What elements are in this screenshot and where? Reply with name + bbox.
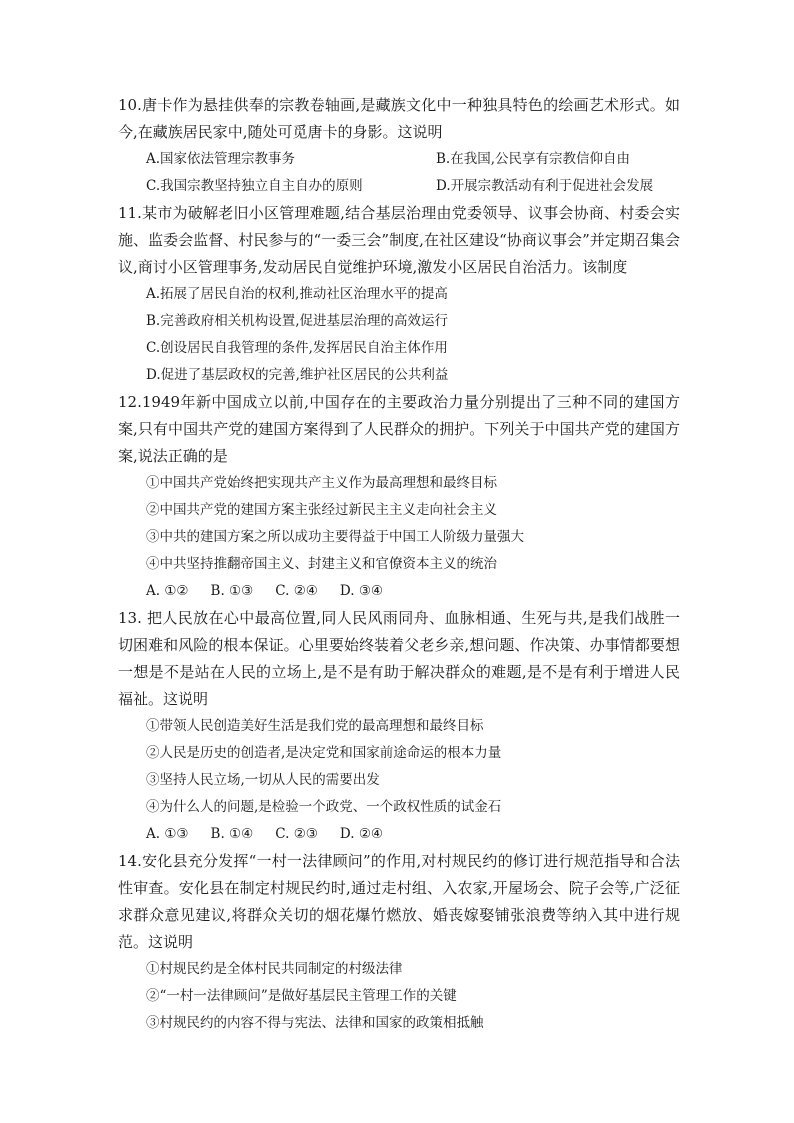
question-12 xyxy=(118,389,680,605)
statement-3: ③村规民约的内容不得与宪法、法律和国家的政策相抵触 xyxy=(146,1015,484,1031)
statement-2: ②“一村一法律顾问”是做好基层民主管理工作的关键 xyxy=(146,988,457,1004)
statement-1: ①中国共产党始终把实现共产主义作为最高理想和最终目标 xyxy=(146,475,497,491)
statement-1: ①带领人民创造美好生活是我们党的最高理想和最终目标 xyxy=(146,718,484,734)
option-b: B.在我国,公民享有宗教信仰自由 xyxy=(436,151,631,167)
question-stem: 10.唐卡作为悬挂供奉的宗教卷轴画,是藏族文化中一种独具特色的绘画艺术形式。如今,在藏族居民家中,随处可觅唐卡的身影。这说明 xyxy=(118,96,680,141)
option-grid xyxy=(118,146,680,200)
document-page xyxy=(118,92,680,1037)
statement-3: ③坚持人民立场,一切从人民的需要出发 xyxy=(146,772,380,788)
option-d: D.开展宗教活动有利于促进社会发展 xyxy=(436,178,654,194)
choice-b: B. ①③ xyxy=(210,583,254,599)
question-11 xyxy=(118,200,680,389)
option-c: C.我国宗教坚持独立自主自办的原则 xyxy=(146,178,363,194)
choice-a: A. ①② xyxy=(146,583,189,599)
choice-b: B. ①④ xyxy=(210,826,254,842)
option-b: B.完善政府相关机构设置,促进基层治理的高效运行 xyxy=(146,313,449,329)
choice-a: A. ①③ xyxy=(146,826,189,842)
question-stem: 11.某市为破解老旧小区管理难题,结合基层治理由党委领导、议事会协商、村委会实施、监委会监督、村民参与的“一委三会”制度,在社区建设“协商议事会”并定期召集会议,商讨小区管理事务,发动居民自觉维护环境,激发小区居民自治活力。该制度 xyxy=(118,204,680,276)
option-a: A.拓展了居民自治的权利,推动社区治理水平的提高 xyxy=(146,286,448,302)
choice-c: C. ②③ xyxy=(275,826,318,842)
option-d: D.促进了基层政权的完善,维护社区居民的公共利益 xyxy=(146,367,449,383)
question-stem: 13. 把人民放在心中最高位置,同人民风雨同舟、血脉相通、生死与共,是我们战胜一切困难和风险的根本保证。心里要始终装着父老乡亲,想问题、作决策、办事情都要想一想是不是站在人民的立场上,是不是有助于解决群众的难题,是不是有利于增进人民福祉。这说明 xyxy=(118,609,680,708)
choice-d: D. ③④ xyxy=(339,583,384,599)
statement-1: ①村规民约是全体村民共同制定的村级法律 xyxy=(146,961,403,977)
statement-3: ③中共的建国方案之所以成功主要得益于中国工人阶级力量强大 xyxy=(146,529,524,545)
choice-c: C. ②④ xyxy=(275,583,318,599)
statement-2: ②人民是历史的创造者,是决定党和国家前途命运的根本力量 xyxy=(146,745,502,761)
option-c: C.创设居民自我管理的条件,发挥居民自治主体作用 xyxy=(146,340,448,356)
option-a: A.国家依法管理宗教事务 xyxy=(146,151,296,167)
question-stem: 12.1949年新中国成立以前,中国存在的主要政治力量分别提出了三种不同的建国方案,只有中国共产党的建国方案得到了人民群众的拥护。下列关于中国共产党的建国方案,说法正确的是 xyxy=(118,393,680,465)
statement-4: ④中共坚持推翻帝国主义、封建主义和官僚资本主义的统治 xyxy=(146,556,497,572)
answer-choices xyxy=(118,821,680,848)
question-14 xyxy=(118,848,680,1037)
statement-4: ④为什么人的问题,是检验一个政党、一个政权性质的试金石 xyxy=(146,799,502,815)
question-13 xyxy=(118,605,680,848)
question-stem: 14.安化县充分发挥“一村一法律顾问”的作用,对村规民约的修订进行规范指导和合法性审查。安化县在制定村规民约时,通过走村组、入农家,开屋场会、院子会等,广泛征求群众意见建议,将群众关切的烟花爆竹燃放、婚丧嫁娶铺张浪费等纳入其中进行规范。这说明 xyxy=(118,852,680,951)
question-10 xyxy=(118,92,680,200)
choice-d: D. ②④ xyxy=(339,826,384,842)
answer-choices xyxy=(118,578,680,605)
statement-2: ②中国共产党的建国方案主张经过新民主主义走向社会主义 xyxy=(146,502,497,518)
